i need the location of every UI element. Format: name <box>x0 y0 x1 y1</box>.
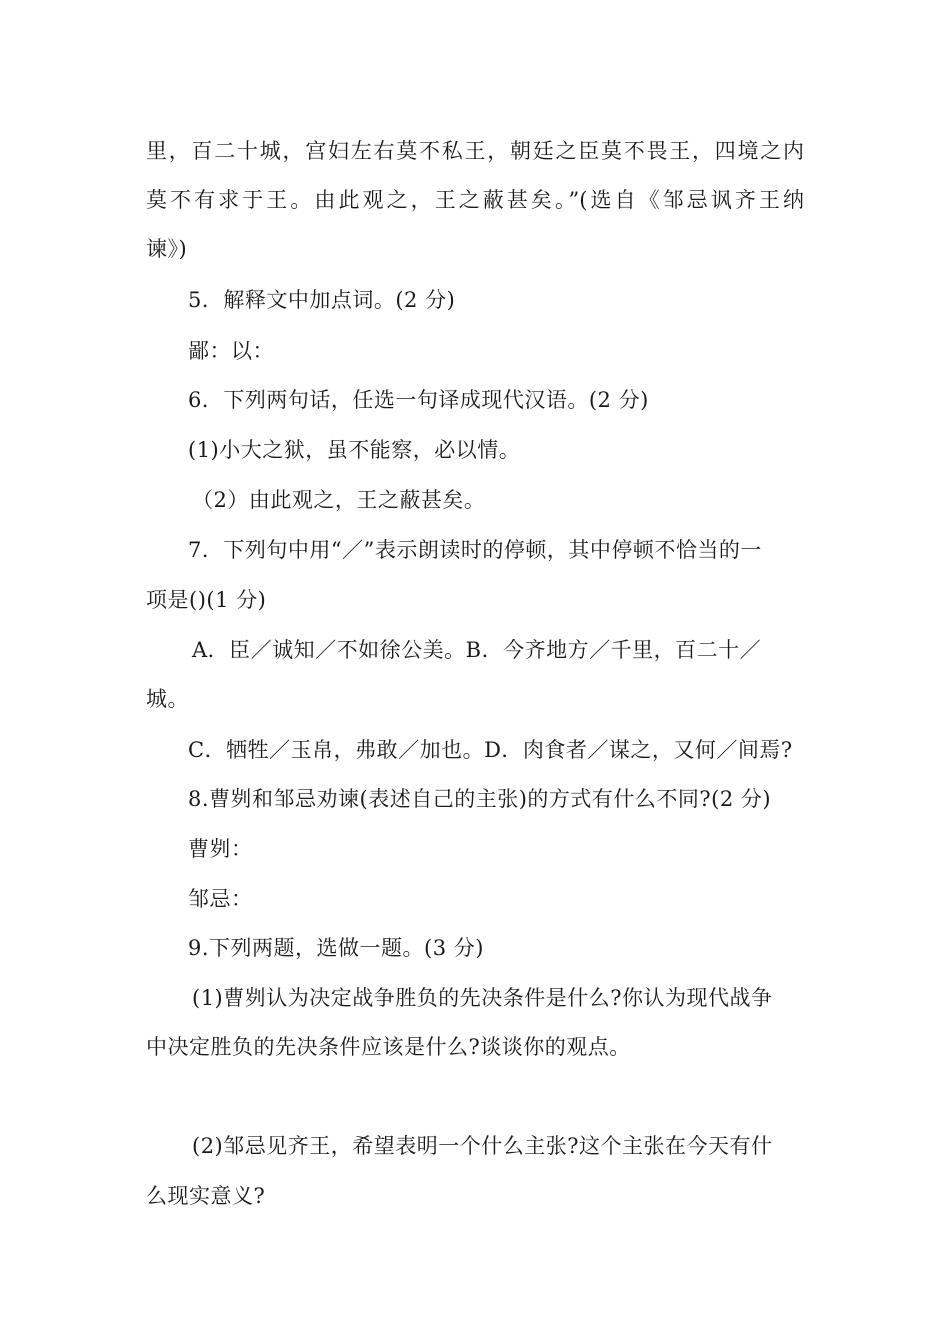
question-7-options-ab-line-1: A．臣／诚知／不如徐公美。B．今齐地方／千里，百二十／ <box>192 638 762 662</box>
question-9-option-2-line-2: 么现实意义? <box>146 1184 266 1208</box>
question-7-options-ab-line-2: 城。 <box>146 687 189 711</box>
question-7-options-cd: C．牺牲／玉帛，弗敢／加也。D．肉食者／谋之，又何／间焉? <box>188 738 793 762</box>
question-6-option-1: (1)小大之狱，虽不能察，必以情。 <box>188 438 521 462</box>
question-9-stem: 9.下列两题，选做一题。(3 分) <box>188 936 484 960</box>
question-8-stem: 8.曹刿和邹忌劝谏(表述自己的主张)的方式有什么不同?(2 分) <box>188 787 772 811</box>
question-7-stem-line-1: 7．下列句中用“／”表示朗读时的停顿，其中停顿不恰当的一 <box>188 538 762 562</box>
question-9-option-1-line-1: (1)曹刿认为决定战争胜负的先决条件是什么?你认为现代战争 <box>192 986 773 1010</box>
question-8-answer-caogui: 曹刿： <box>188 837 253 861</box>
question-6-option-2: （2）由此观之，王之蔽甚矣。 <box>192 488 486 512</box>
question-7-stem-line-2: 项是()(1 分) <box>146 588 267 612</box>
passage-line-2: 莫不有求于王。由此观之，王之蔽甚矣。”(选自《邹忌讽齐王纳 <box>146 188 804 212</box>
question-9-option-1-line-2: 中决定胜负的先决条件应该是什么?谈谈你的观点。 <box>146 1035 631 1059</box>
question-5-answer-line: 鄙：以： <box>188 339 274 363</box>
passage-line-1: 里，百二十城，宫妇左右莫不私王，朝廷之臣莫不畏王，四境之内 <box>146 139 804 163</box>
passage-line-3: 谏》) <box>146 237 188 261</box>
question-5-stem: 5．解释文中加点词。(2 分) <box>188 288 456 312</box>
question-6-stem: 6．下列两句话，任选一句译成现代汉语。(2 分) <box>188 388 649 412</box>
question-8-answer-zouji: 邹忌： <box>188 887 253 911</box>
question-9-option-2-line-1: (2)邹忌见齐王，希望表明一个什么主张?这个主张在今天有什 <box>192 1134 773 1158</box>
